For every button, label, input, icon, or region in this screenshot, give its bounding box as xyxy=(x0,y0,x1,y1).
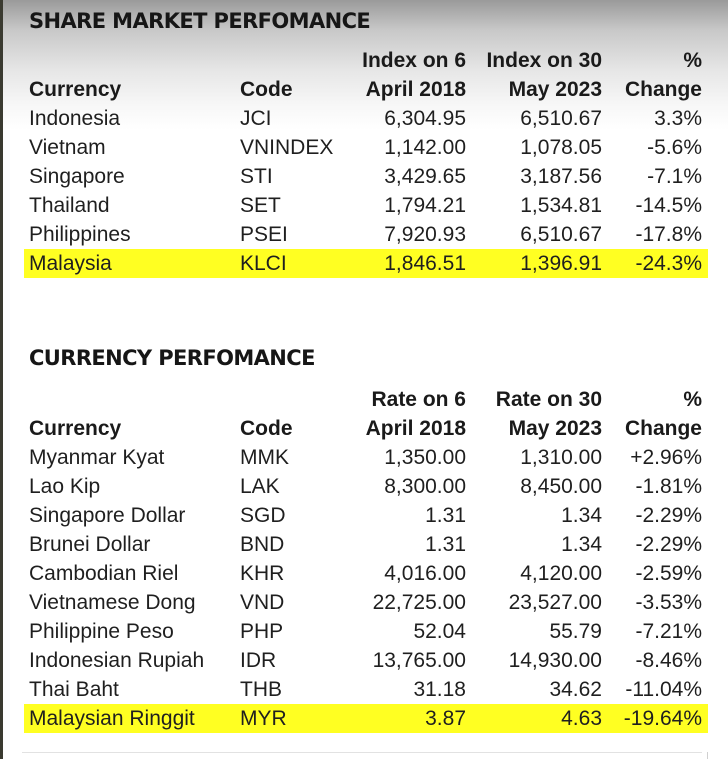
left-edge-border xyxy=(0,0,3,759)
table-row xyxy=(24,162,708,191)
row-name: Singapore Dollar xyxy=(29,504,186,527)
row-value-2023: 1,534.81 xyxy=(520,194,602,217)
row-value-2018: 52.04 xyxy=(413,620,466,643)
table-row xyxy=(24,472,708,501)
row-code: BND xyxy=(240,533,285,556)
row-value-2018: 1,846.51 xyxy=(384,252,466,275)
row-pct-change: -3.53% xyxy=(635,591,702,614)
table-row xyxy=(24,220,708,249)
row-name: Malaysia xyxy=(29,252,112,275)
currency-table xyxy=(24,385,708,733)
row-name: Malaysian Ringgit xyxy=(29,707,195,730)
header-index-2023-line1: Index on 30 xyxy=(486,49,602,72)
table-row xyxy=(24,191,708,220)
row-value-2018: 1,142.00 xyxy=(384,136,466,159)
header-index-2023-line2: May 2023 xyxy=(508,78,602,101)
header-code: Code xyxy=(240,417,293,440)
row-value-2023: 4,120.00 xyxy=(520,562,602,585)
row-value-2018: 1.31 xyxy=(425,504,466,527)
header-pct-line1: % xyxy=(683,388,702,411)
row-name: Lao Kip xyxy=(29,475,101,498)
row-name: Indonesia xyxy=(29,107,121,130)
row-value-2023: 14,930.00 xyxy=(508,649,602,672)
table-row xyxy=(24,443,708,472)
table-row xyxy=(24,501,708,530)
row-value-2018: 4,016.00 xyxy=(384,562,466,585)
row-pct-change: -17.8% xyxy=(635,223,702,246)
row-value-2023: 6,510.67 xyxy=(520,107,602,130)
header-currency: Currency xyxy=(29,78,122,101)
row-name: Brunei Dollar xyxy=(29,533,151,556)
row-pct-change: -1.81% xyxy=(635,475,702,498)
table-header-row-1 xyxy=(24,46,708,75)
table-row xyxy=(24,530,708,559)
row-pct-change: -11.04% xyxy=(625,678,702,701)
row-code: THB xyxy=(240,678,282,701)
row-code: LAK xyxy=(240,475,280,498)
table-header-row-2 xyxy=(24,75,708,104)
row-value-2018: 1,350.00 xyxy=(384,446,466,469)
row-value-2018: 1.31 xyxy=(425,533,466,556)
row-value-2023: 4.63 xyxy=(561,707,602,730)
row-name: Philippines xyxy=(29,223,131,246)
row-code: PSEI xyxy=(240,223,288,246)
row-value-2023: 6,510.67 xyxy=(520,223,602,246)
row-value-2018: 6,304.95 xyxy=(384,107,466,130)
row-pct-change: -7.1% xyxy=(647,165,702,188)
row-value-2018: 22,725.00 xyxy=(372,591,466,614)
row-name: Philippine Peso xyxy=(29,620,174,643)
row-code: MYR xyxy=(240,707,287,730)
row-value-2023: 1,078.05 xyxy=(520,136,602,159)
row-name: Vietnam xyxy=(29,136,106,159)
table-row xyxy=(24,646,708,675)
header-pct-line2: Change xyxy=(624,78,702,101)
row-pct-change: -2.29% xyxy=(635,504,702,527)
header-rate-2018-line1: Rate on 6 xyxy=(371,388,466,411)
row-value-2023: 3,187.56 xyxy=(520,165,602,188)
header-pct-line2: Change xyxy=(624,417,702,440)
row-name: Thai Baht xyxy=(29,678,119,701)
row-pct-change: -19.64% xyxy=(623,707,702,730)
bottom-divider xyxy=(22,752,702,753)
row-name: Myanmar Kyat xyxy=(29,446,165,469)
header-index-2018-line1: Index on 6 xyxy=(362,49,466,72)
table-row xyxy=(24,133,708,162)
header-pct-line1: % xyxy=(683,49,702,72)
table-row-highlighted xyxy=(24,704,708,733)
row-code: STI xyxy=(240,165,273,188)
header-rate-2023-line1: Rate on 30 xyxy=(495,388,602,411)
row-value-2018: 3,429.65 xyxy=(384,165,466,188)
row-value-2023: 34.62 xyxy=(549,678,602,701)
row-pct-change: +2.96% xyxy=(630,446,702,469)
row-code: SGD xyxy=(240,504,286,527)
bottom-tick-mark xyxy=(707,752,708,759)
table-row-highlighted xyxy=(24,249,708,278)
header-index-2018-line2: April 2018 xyxy=(365,78,466,101)
row-pct-change: -8.46% xyxy=(635,649,702,672)
row-value-2018: 7,920.93 xyxy=(384,223,466,246)
share-market-title: SHARE MARKET PERFOMANCE xyxy=(29,9,371,33)
table-header-row-1 xyxy=(24,385,708,414)
row-value-2023: 1.34 xyxy=(561,533,602,556)
row-value-2023: 1,396.91 xyxy=(520,252,602,275)
row-value-2023: 1,310.00 xyxy=(520,446,602,469)
header-currency: Currency xyxy=(29,417,122,440)
share-market-table xyxy=(24,46,708,278)
row-pct-change: 3.3% xyxy=(654,107,702,130)
row-pct-change: -2.59% xyxy=(635,562,702,585)
row-value-2018: 3.87 xyxy=(425,707,466,730)
row-value-2023: 1.34 xyxy=(561,504,602,527)
header-code: Code xyxy=(240,78,293,101)
row-value-2018: 1,794.21 xyxy=(384,194,466,217)
row-code: VNINDEX xyxy=(240,136,334,159)
row-code: VND xyxy=(240,591,285,614)
row-pct-change: -5.6% xyxy=(647,136,702,159)
row-code: MMK xyxy=(240,446,289,469)
row-code: SET xyxy=(240,194,281,217)
header-rate-2023-line2: May 2023 xyxy=(508,417,602,440)
row-name: Cambodian Riel xyxy=(29,562,179,585)
row-name: Thailand xyxy=(29,194,110,217)
row-value-2018: 31.18 xyxy=(413,678,466,701)
currency-title: CURRENCY PERFOMANCE xyxy=(29,346,315,370)
row-code: KHR xyxy=(240,562,285,585)
row-code: PHP xyxy=(240,620,284,643)
table-header-row-2 xyxy=(24,414,708,443)
table-row xyxy=(24,559,708,588)
row-value-2023: 8,450.00 xyxy=(520,475,602,498)
row-code: IDR xyxy=(240,649,277,672)
row-pct-change: -7.21% xyxy=(635,620,702,643)
row-value-2023: 23,527.00 xyxy=(508,591,602,614)
row-pct-change: -24.3% xyxy=(635,252,702,275)
table-row xyxy=(24,104,708,133)
row-code: KLCI xyxy=(240,252,287,275)
row-value-2018: 8,300.00 xyxy=(384,475,466,498)
row-name: Vietnamese Dong xyxy=(29,591,196,614)
row-name: Indonesian Rupiah xyxy=(29,649,205,672)
row-name: Singapore xyxy=(29,165,125,188)
row-value-2018: 13,765.00 xyxy=(372,649,466,672)
row-pct-change: -2.29% xyxy=(635,533,702,556)
table-row xyxy=(24,617,708,646)
header-rate-2018-line2: April 2018 xyxy=(365,417,466,440)
row-value-2023: 55.79 xyxy=(549,620,602,643)
table-row xyxy=(24,675,708,704)
table-row xyxy=(24,588,708,617)
row-code: JCI xyxy=(240,107,272,130)
row-pct-change: -14.5% xyxy=(635,194,702,217)
